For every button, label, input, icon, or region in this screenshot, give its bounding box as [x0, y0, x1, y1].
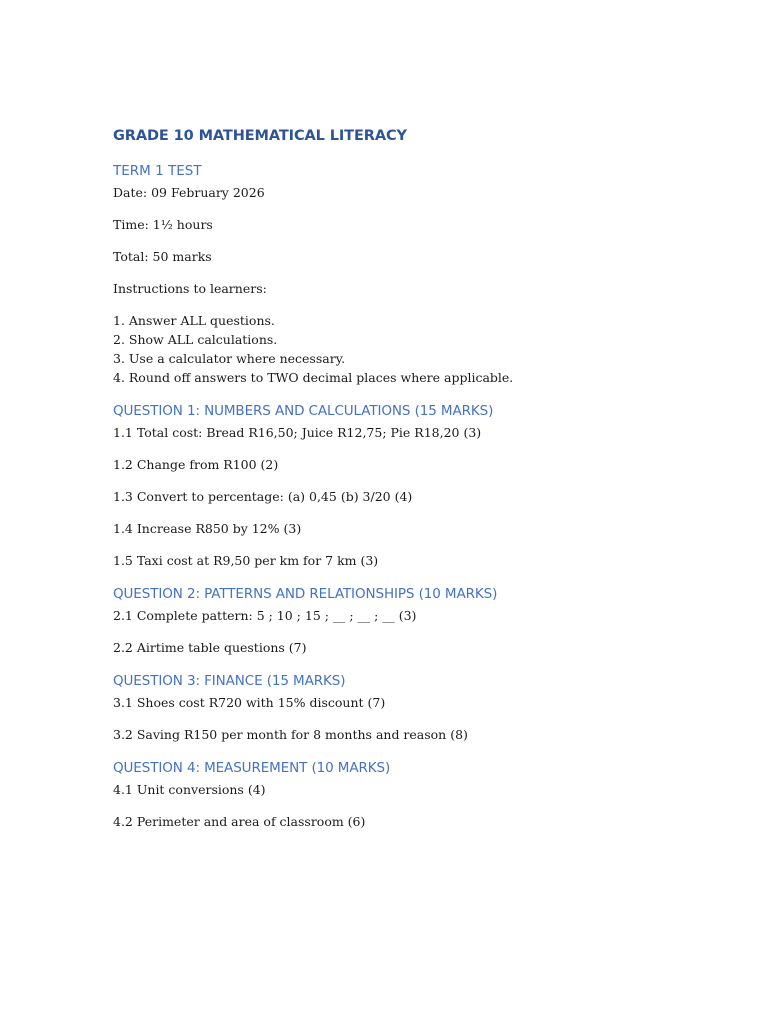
question-1-heading: QUESTION 1: NUMBERS AND CALCULATIONS (15 MARKS) [113, 403, 494, 419]
instructions-list [113, 311, 708, 387]
question-item: 1.5 Taxi cost at R9,50 per km for 7 km (3) [113, 553, 379, 568]
document-subtitle: TERM 1 TEST [113, 163, 202, 179]
question-item: 1.4 Increase R850 by 12% (3) [113, 521, 302, 536]
test-total-marks: Total: 50 marks [113, 249, 212, 264]
question-3-heading: QUESTION 3: FINANCE (15 MARKS) [113, 673, 346, 689]
instruction-item: 1. Answer ALL questions. [113, 313, 275, 328]
question-item: 1.2 Change from R100 (2) [113, 457, 279, 472]
instructions-label: Instructions to learners: [113, 281, 267, 296]
question-item: 2.2 Airtime table questions (7) [113, 640, 307, 655]
test-date: Date: 09 February 2026 [113, 185, 265, 200]
question-item: 4.2 Perimeter and area of classroom (6) [113, 814, 366, 829]
instruction-item: 3. Use a calculator where necessary. [113, 351, 346, 366]
document-title: GRADE 10 MATHEMATICAL LITERACY [113, 128, 407, 144]
question-4-heading: QUESTION 4: MEASUREMENT (10 MARKS) [113, 760, 391, 776]
question-item: 3.1 Shoes cost R720 with 15% discount (7) [113, 695, 386, 710]
question-item: 3.2 Saving R150 per month for 8 months and reason (8) [113, 727, 468, 742]
question-item: 4.1 Unit conversions (4) [113, 782, 266, 797]
test-duration: Time: 1½ hours [113, 217, 213, 232]
question-2-section [113, 584, 708, 657]
question-4-section [113, 758, 708, 831]
question-2-heading: QUESTION 2: PATTERNS AND RELATIONSHIPS (10 MARKS) [113, 586, 498, 602]
question-3-section [113, 671, 708, 744]
question-item: 1.1 Total cost: Bread R16,50; Juice R12,75; Pie R18,20 (3) [113, 425, 482, 440]
question-item: 1.3 Convert to percentage: (a) 0,45 (b) 3/20 (4) [113, 489, 413, 504]
question-item: 2.1 Complete pattern: 5 ; 10 ; 15 ; __ ; __ ; __ (3) [113, 608, 417, 623]
instruction-item: 4. Round off answers to TWO decimal places where applicable. [113, 370, 514, 385]
question-1-section [113, 401, 708, 570]
instruction-item: 2. Show ALL calculations. [113, 332, 278, 347]
